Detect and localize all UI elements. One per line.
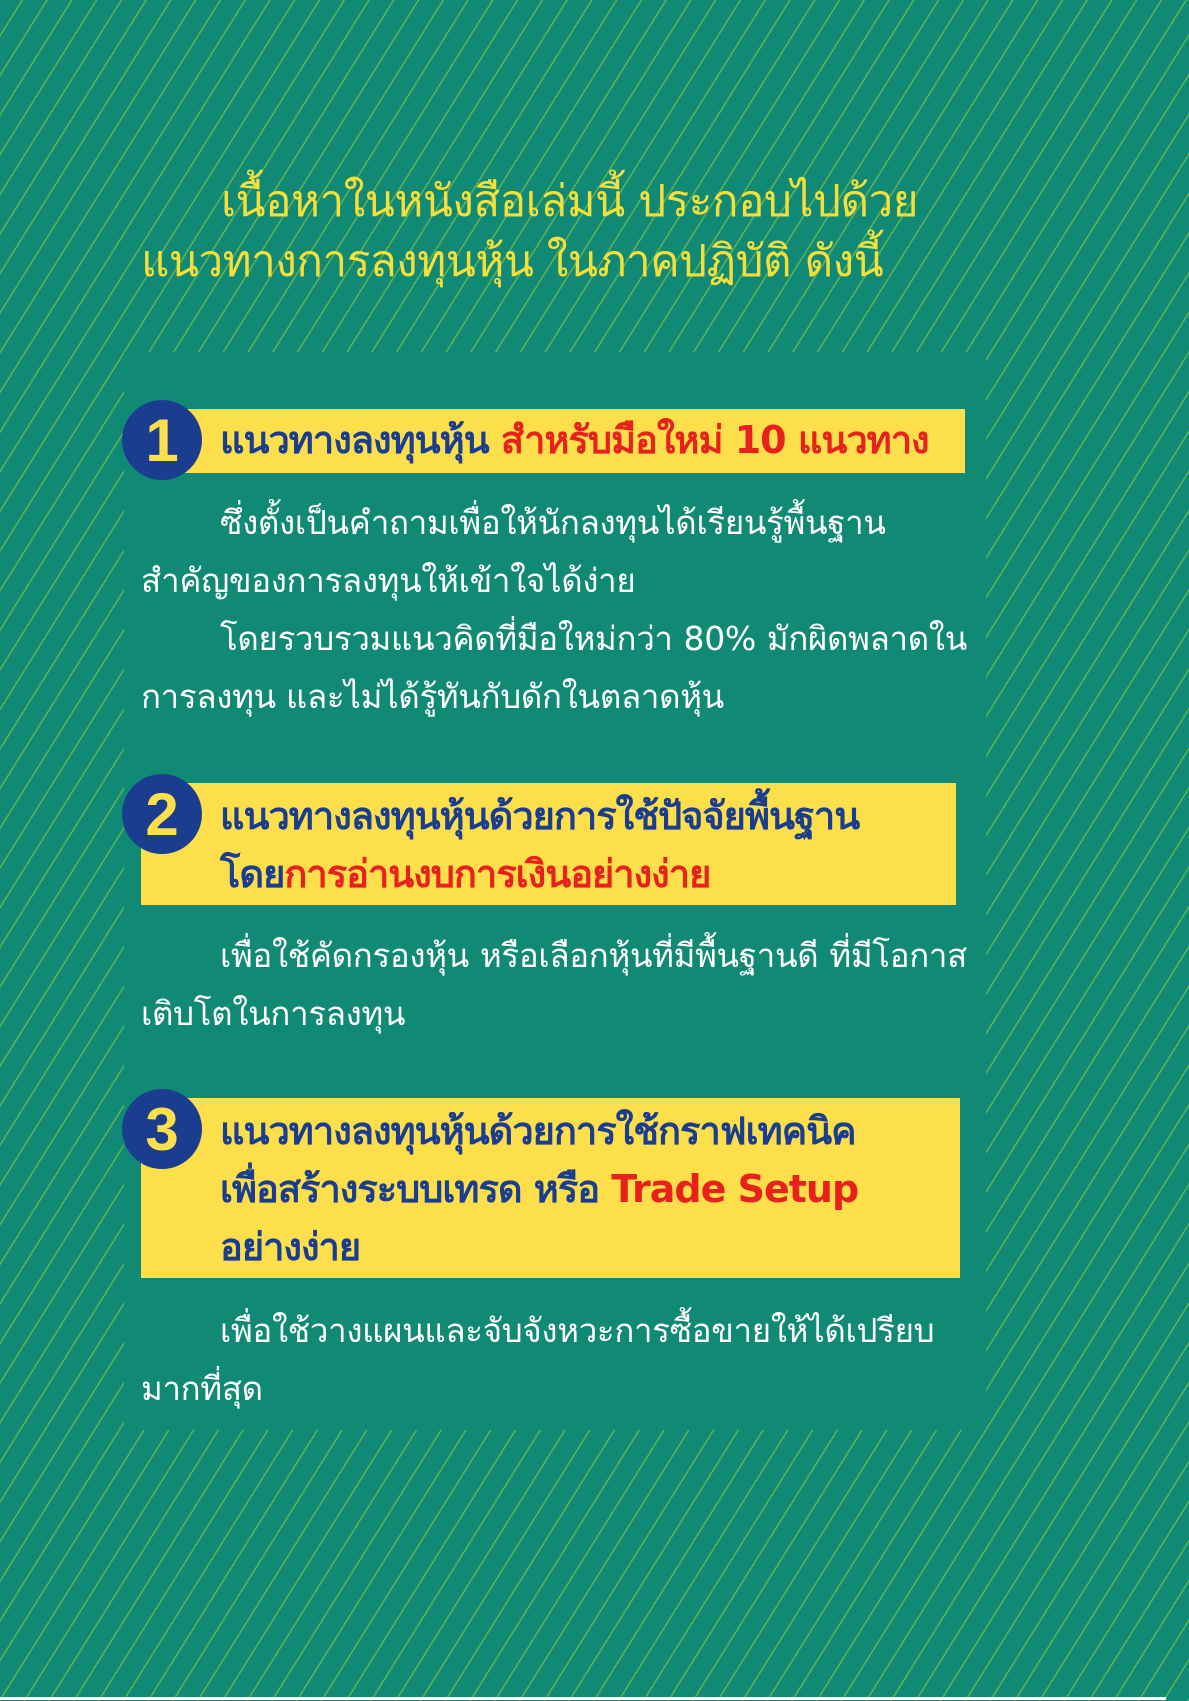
section-1-paragraph-1 [141,494,967,610]
section-3-title-band [141,1098,960,1278]
section-2-title-line-2 [220,845,956,903]
section-2-number: 2 [145,780,179,848]
section-3-title-text-3: อย่างง่าย [220,1225,361,1269]
section-2-title-line-1 [220,787,956,845]
page-bottom-rule [0,1697,1166,1700]
section-1-paragraph-2 [141,610,967,726]
section-3-title-text-1: แนวทางลงทุนหุ้นด้วยการใช้กราฟเทคนิค [220,1109,856,1153]
section-3-title-line-3 [220,1218,960,1276]
section-2-title-band [141,783,956,905]
section-1-title-text: แนวทางลงทุนหุ้น [220,418,501,462]
section-3-number: 3 [145,1095,179,1163]
section-3-paragraph-1-text: เพื่อใช้วางแผนและจับจังหวะการซื้อขายให้ได้เปรียบมากที่สุด [141,1311,935,1408]
intro-line-2: แนวทางการลงทุนหุ้น ในภาคปฏิบัติ ดังนี้ [141,236,884,287]
section-3-paragraph-1 [141,1302,967,1418]
section-1-number-badge [122,400,202,480]
section-3-title-highlight: Trade Setup [611,1167,859,1211]
section-1-title-highlight: สำหรับมือใหม่ 10 แนวทาง [500,418,929,462]
section-3-title-text-2: เพื่อสร้างระบบเทรด หรือ [220,1167,612,1211]
section-2-paragraph-1-text: เพื่อใช้คัดกรองหุ้น หรือเลือกหุ้นที่มีพื้นฐานดี ที่มีโอกาสเติบโตในการลงทุน [141,936,967,1033]
intro-heading [141,172,1001,292]
section-2-title-text-2: โดย [220,852,285,896]
section-2-title-text-1: แนวทางลงทุนหุ้นด้วยการใช้ปัจจัยพื้นฐาน [220,794,860,838]
section-3-number-badge [122,1089,202,1169]
section-1-title-line [220,409,965,471]
section-1-paragraph-2-text: โดยรวบรวมแนวคิดที่มือใหม่กว่า 80% มักผิดพลาดในการลงทุน และไม่ได้รู้ทันกับดักในตลาดหุ้น [141,619,967,716]
section-1-paragraph-1-text: ซึ่งตั้งเป็นคำถามเพื่อให้นักลงทุนได้เรียนรู้พื้นฐานสำคัญของการลงทุนให้เข้าใจได้ง่าย [141,503,886,600]
section-2-title-highlight: การอ่านงบการเงินอย่างง่าย [284,852,711,896]
section-2-number-badge [122,774,202,854]
section-1-title-band [141,409,965,473]
intro-line-1: เนื้อหาในหนังสือเล่มนี้ ประกอบไปด้วย [221,176,919,227]
section-2-paragraph-1 [141,927,967,1043]
section-1-number: 1 [145,406,179,474]
section-3-title-line-1 [220,1102,960,1160]
section-3-title-line-2 [220,1160,960,1218]
